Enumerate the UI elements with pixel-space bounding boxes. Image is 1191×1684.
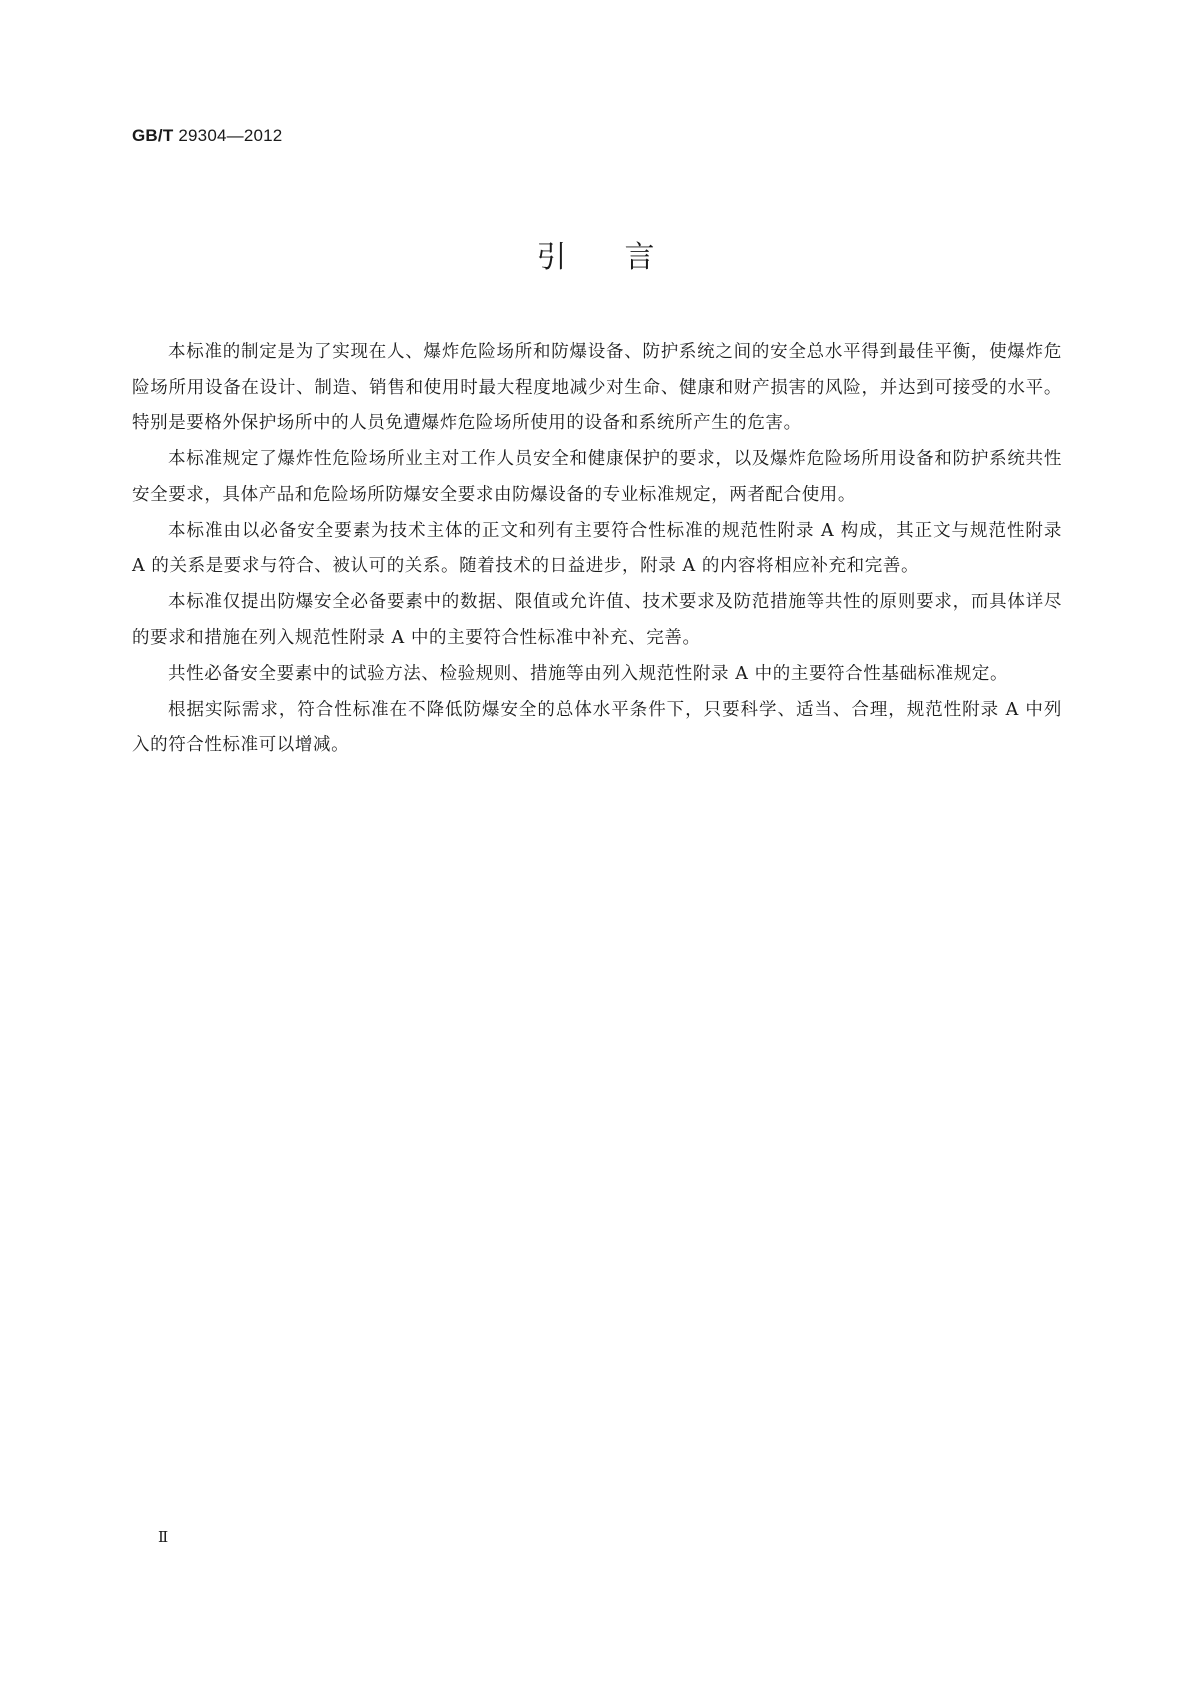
introduction-body <box>132 335 1062 764</box>
standard-number: 29304—2012 <box>178 126 283 145</box>
standard-code <box>132 126 282 146</box>
page-title: 引言 <box>536 240 713 275</box>
paragraph: 本标准规定了爆炸性危险场所业主对工作人员安全和健康保护的要求，以及爆炸危险场所用设备和防护系统共性安全要求，具体产品和危险场所防爆安全要求由防爆设备的专业标准规定，两者配合使用。 <box>132 449 1062 505</box>
paragraph: 共性必备安全要素中的试验方法、检验规则、措施等由列入规范性附录 A 中的主要符合性基础标准规定。 <box>168 663 1009 684</box>
paragraph: 本标准的制定是为了实现在人、爆炸危险场所和防爆设备、防护系统之间的安全总水平得到最佳平衡，使爆炸危险场所用设备在设计、制造、销售和使用时最大程度地减少对生命、健康和财产损害的风险，并达到可接受的水平。特别是要格外保护场所中的人员免遭爆炸危险场所使用的设备和系统所产生的危害。 <box>132 342 1062 433</box>
paragraph: 本标准由以必备安全要素为技术主体的正文和列有主要符合性标准的规范性附录 A 构成，其正文与规范性附录 A 的关系是要求与符合、被认可的关系。随着技术的日益进步，附录 A 的内容将相应补充和完善。 <box>132 520 1062 576</box>
paragraph: 根据实际需求，符合性标准在不降低防爆安全的总体水平条件下，只要科学、适当、合理，规范性附录 A 中列入的符合性标准可以增减。 <box>132 699 1062 755</box>
paragraph: 本标准仅提出防爆安全必备要素中的数据、限值或允许值、技术要求及防范措施等共性的原则要求，而具体详尽的要求和措施在列入规范性附录 A 中的主要符合性标准中补充、完善。 <box>132 592 1062 648</box>
standard-prefix: GB/T <box>132 126 174 145</box>
page-number: Ⅱ <box>158 1528 169 1546</box>
